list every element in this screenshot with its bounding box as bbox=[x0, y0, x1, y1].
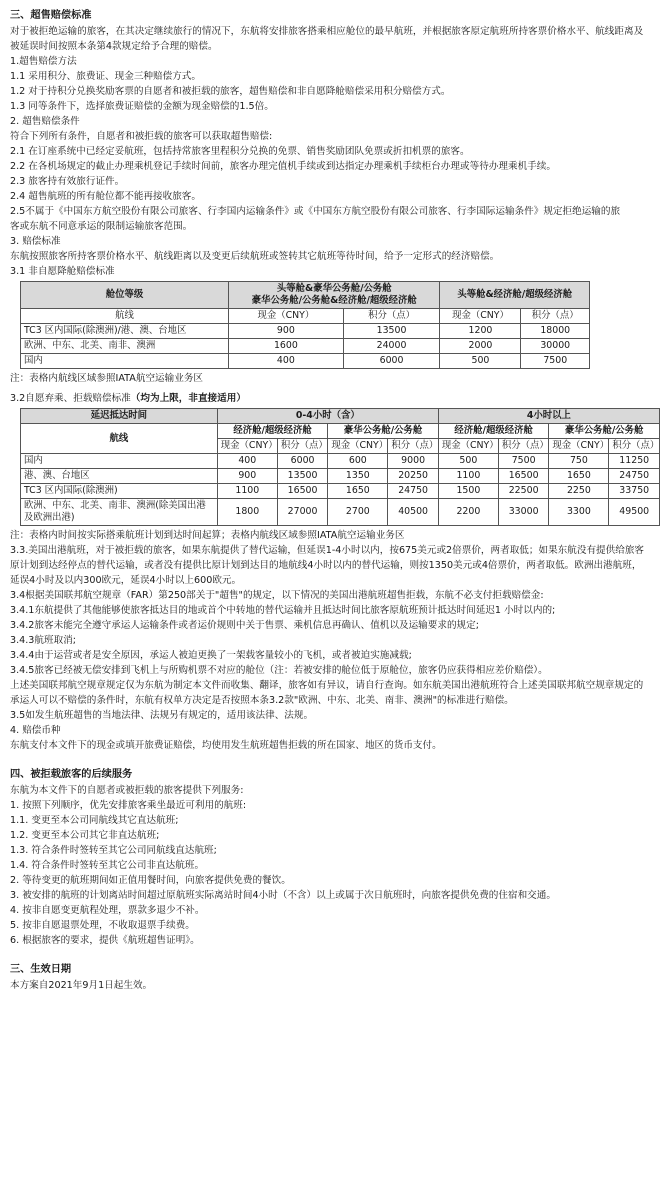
table2-header-cash: 现金（CNY） bbox=[328, 439, 388, 454]
table2-header-points: 积分（点） bbox=[609, 439, 660, 454]
item-3-4-3: 3.4.3航班取消; bbox=[10, 635, 77, 646]
table2-header-points: 积分（点） bbox=[498, 439, 548, 454]
item-3-intro: 东航按照旅客所持客票价格水平、航线距离以及变更后续航班或签转其它航班等待时间，给予一定形式的经济赔偿。 bbox=[10, 251, 500, 262]
table1-header-cash: 现金（CNY） bbox=[440, 309, 521, 324]
section-5-title: 三、生效日期 bbox=[10, 964, 72, 975]
item-3-2-text: 3.2自愿弃乘、拒载赔偿标准 bbox=[10, 393, 131, 404]
item-3-4-4: 3.4.4由于运营或者是安全原因，承运人被迫更换了一架载客量较小的飞机，或者被迫实施减载; bbox=[10, 650, 412, 661]
service-1: 1. 按照下列顺序，优先安排旅客乘坐最近可利用的航班: bbox=[10, 800, 247, 811]
service-6: 6. 根据旅客的要求，提供《航班超售证明》。 bbox=[10, 935, 200, 946]
table2-header-points: 积分（点） bbox=[388, 439, 438, 454]
item-3-4-1: 3.4.1东航提供了其他能够使旅客抵达目的地或首个中转地的替代运输并且抵达时间比旅客原航班预计抵达时间延迟1 小时以内的; bbox=[10, 605, 556, 616]
table-cell: 600 bbox=[328, 454, 388, 469]
table-cell: 33750 bbox=[609, 484, 660, 499]
item-3-4: 3.4根据美国联邦航空规章（FAR）第250部关于"超售"的规定，以下情况的美国出港航班超售拒载，东航不必支付拒载赔偿金: bbox=[10, 590, 544, 601]
table-cell: 2250 bbox=[549, 484, 609, 499]
item-2-intro: 符合下列所有条件，自愿者和被拒载的旅客可以获取超售赔偿: bbox=[10, 131, 273, 142]
table2-note: 注：表格内时间按实际搭乘航班计划到达时间起算；表格内航线区域参照IATA航空运输业务区 bbox=[10, 530, 405, 541]
table-cell: 500 bbox=[438, 454, 498, 469]
table1-header-econ: 头等舱&经济舱/超级经济舱 bbox=[440, 282, 590, 309]
table-cell: 9000 bbox=[388, 454, 438, 469]
table-cell: 7500 bbox=[521, 354, 590, 369]
table-cell: 2200 bbox=[438, 499, 498, 526]
table2-header-econ: 经济舱/超级经济舱 bbox=[438, 424, 549, 439]
table-cell: TC3 区内国际(除澳洲) bbox=[21, 484, 218, 499]
item-3-2-emphasis: （均为上限，非直接适用） bbox=[130, 393, 246, 404]
table1-header-cash: 现金（CNY） bbox=[229, 309, 344, 324]
table1-note: 注：表格内航线区域参照IATA航空运输业务区 bbox=[10, 373, 204, 384]
item-4-heading: 4. 赔偿币种 bbox=[10, 725, 61, 736]
table-cell: 22500 bbox=[498, 484, 548, 499]
table1-header-points: 积分（点） bbox=[521, 309, 590, 324]
table-cell: 20250 bbox=[388, 469, 438, 484]
table-cell: 7500 bbox=[498, 454, 548, 469]
section-4-title: 四、被拒载旅客的后续服务 bbox=[10, 769, 133, 780]
item-3-5: 3.5如发生航班超售的当地法律、法规另有规定的，适用该法律、法规。 bbox=[10, 710, 314, 721]
item-2-1: 2.1 在订座系统中已经定妥航班，包括持常旅客里程积分兑换的免票、销售奖励团队免票或折扣机票的旅客。 bbox=[10, 146, 470, 157]
item-4-text: 东航支付本文件下的现金或填开旅费证赔偿，均使用发生航班超售拒载的所在国家、地区的货币支付。 bbox=[10, 740, 442, 751]
table-cell: 欧洲、中东、北美、南非、澳洲(除美国出港及欧洲出港) bbox=[21, 499, 218, 526]
service-1-2: 1.2. 变更至本公司其它非直达航班; bbox=[10, 830, 160, 841]
item-2-4: 2.4 超售航班的所有舱位都不能再接收旅客。 bbox=[10, 191, 201, 202]
table-cell: 1500 bbox=[438, 484, 498, 499]
table-cell: 27000 bbox=[277, 499, 327, 526]
table-row bbox=[21, 484, 660, 499]
table1-header-points: 积分（点） bbox=[343, 309, 440, 324]
item-2-heading: 2. 超售赔偿条件 bbox=[10, 116, 80, 127]
service-4: 4. 按非自愿变更航程处理，票款多退少不补。 bbox=[10, 905, 205, 916]
table-cell: 40500 bbox=[388, 499, 438, 526]
table-cell: 国内 bbox=[21, 454, 218, 469]
table-cell: 30000 bbox=[521, 339, 590, 354]
table-cell: 3300 bbox=[549, 499, 609, 526]
table1-header-cabin: 舱位等级 bbox=[21, 282, 229, 309]
item-2-3: 2.3 旅客持有效旅行证件。 bbox=[10, 176, 125, 187]
table1-header-route: 航线 bbox=[21, 309, 229, 324]
table2-header-points: 积分（点） bbox=[277, 439, 327, 454]
table-row bbox=[21, 499, 660, 526]
table2-header-0-4h: 0-4小时（含） bbox=[217, 409, 438, 424]
item-1-1: 1.1 采用积分、旅费证、现金三种赔偿方式。 bbox=[10, 71, 201, 82]
table-cell: 1100 bbox=[438, 469, 498, 484]
table-cell: 900 bbox=[229, 324, 344, 339]
table-cell: 国内 bbox=[21, 354, 229, 369]
table-cell: 港、澳、台地区 bbox=[21, 469, 218, 484]
service-2: 2. 等待变更的航班期间如正值用餐时间，向旅客提供免费的餐饮。 bbox=[10, 875, 291, 886]
table2-header-delay: 延迟抵达时间 bbox=[21, 409, 218, 424]
item-1-2: 1.2 对于持积分兑换奖励客票的自愿者和被拒载的旅客，超售赔偿和非自愿降舱赔偿采用积分赔偿方式。 bbox=[10, 86, 451, 97]
item-2-5a: 2.5不属于《中国东方航空股份有限公司旅客、行李国内运输条件》或《中国东方航空股份有限公司旅客、行李国际运输条件》规定拒绝运输的旅 bbox=[10, 206, 621, 217]
item-3-4-2: 3.4.2旅客未能完全遵守承运人运输条件或者运价规则中关于售票、乘机信息再确认、值机以及运输要求的规定; bbox=[10, 620, 479, 631]
item-3-2 bbox=[10, 391, 650, 406]
table-cell: 1800 bbox=[217, 499, 277, 526]
table-cell: TC3 区内国际(除澳洲)/港、澳、台地区 bbox=[21, 324, 229, 339]
service-1-3: 1.3. 符合条件时签转至其它公司同航线直达航班; bbox=[10, 845, 217, 856]
table-cell: 24000 bbox=[343, 339, 440, 354]
table-cell: 1100 bbox=[217, 484, 277, 499]
section-3-title: 三、超售赔偿标准 bbox=[10, 10, 92, 21]
service-1-1: 1.1. 变更至本公司同航线其它直达航班; bbox=[10, 815, 179, 826]
table-cell: 1650 bbox=[549, 469, 609, 484]
table2-header-cash: 现金（CNY） bbox=[549, 439, 609, 454]
table-row bbox=[21, 339, 590, 354]
item-2-2: 2.2 在各机场规定的截止办理乘机登记手续时间前，旅客办理完值机手续或到达指定办理乘机手续柜台办理或等待办理乘机手续。 bbox=[10, 161, 556, 172]
table2-header-cash: 现金（CNY） bbox=[438, 439, 498, 454]
downgrade-compensation-table bbox=[20, 281, 590, 369]
table-row bbox=[21, 454, 660, 469]
service-3: 3. 被安排的航班的计划离站时间超过原航班实际离站时间4小时（不含）以上或属于次日航班时，向旅客提供免费的住宿和交通。 bbox=[10, 890, 556, 901]
table-cell: 13500 bbox=[343, 324, 440, 339]
table1-header-first-a: 头等舱&豪华公务舱/公务舱 bbox=[276, 283, 392, 294]
table-row bbox=[21, 469, 660, 484]
table-cell: 1650 bbox=[328, 484, 388, 499]
table-cell: 13500 bbox=[277, 469, 327, 484]
table-cell: 6000 bbox=[343, 354, 440, 369]
item-2-5b: 客或东航不同意承运的限制运输旅客范围。 bbox=[10, 221, 193, 232]
table-cell: 欧洲、中东、北美、南非、澳洲 bbox=[21, 339, 229, 354]
section-4-intro: 东航为本文件下的自愿者或被拒载的旅客提供下列服务: bbox=[10, 785, 244, 796]
table-cell: 24750 bbox=[609, 469, 660, 484]
table-cell: 400 bbox=[229, 354, 344, 369]
table-cell: 18000 bbox=[521, 324, 590, 339]
table2-header-biz: 豪华公务舱/公务舱 bbox=[549, 424, 660, 439]
table-cell: 11250 bbox=[609, 454, 660, 469]
service-1-4: 1.4. 符合条件时签转至其它公司非直达航班。 bbox=[10, 860, 205, 871]
table-cell: 33000 bbox=[498, 499, 548, 526]
table2-header-route: 航线 bbox=[21, 424, 218, 454]
section-3-intro: 对于被拒绝运输的旅客，在其决定继续旅行的情况下，东航将安排旅客搭乘相应舱位的最早航班，并根据旅客原定航班所持客票价格水平、航线距离及被延误时间按照本条第4款规定给予合理的赔偿。 bbox=[10, 26, 644, 52]
item-3-4-5: 3.4.5旅客已经被无偿安排到飞机上与所购机票不对应的舱位（注：若被安排的舱位低于原舱位，旅客仍应获得相应差价赔偿）。 bbox=[10, 665, 548, 676]
table-row bbox=[21, 354, 590, 369]
table-cell: 16500 bbox=[277, 484, 327, 499]
table2-header-biz: 豪华公务舱/公务舱 bbox=[328, 424, 439, 439]
item-3-1: 3.1 非自愿降舱赔偿标准 bbox=[10, 266, 115, 277]
table-cell: 16500 bbox=[498, 469, 548, 484]
item-3-3: 3.3.美国出港航班，对于被拒载的旅客，如果东航提供了替代运输，但延误1-4小时以内，按675美元或2倍票价，两者取低；如果东航没有提供给旅客原计划到达经停点的替代运输，或者没有提供比原计划到达目的地航线4小时以内的替代运输，则按1350美元或4倍票价，两者取低。欧洲出港航班，延误4小时及以内300欧元，延误4小时以上600欧元。 bbox=[10, 545, 645, 586]
table-cell: 500 bbox=[440, 354, 521, 369]
table-cell: 24750 bbox=[388, 484, 438, 499]
table1-header-first-b: 豪华公务舱/公务舱&经济舱/超级经济舱 bbox=[251, 295, 417, 306]
service-5: 5. 按非自愿退票处理，不收取退票手续费。 bbox=[10, 920, 195, 931]
voluntary-denied-compensation-table bbox=[20, 408, 660, 526]
table1-header-first bbox=[229, 282, 440, 309]
table-cell: 1350 bbox=[328, 469, 388, 484]
table-cell: 2000 bbox=[440, 339, 521, 354]
table2-header-econ: 经济舱/超级经济舱 bbox=[217, 424, 328, 439]
table-cell: 49500 bbox=[609, 499, 660, 526]
item-3-heading: 3. 赔偿标准 bbox=[10, 236, 61, 247]
effective-date-text: 本方案自2021年9月1日起生效。 bbox=[10, 980, 153, 991]
table-cell: 6000 bbox=[277, 454, 327, 469]
item-3-4-tail: 上述美国联邦航空规章规定仅为东航为制定本文件而收集、翻译，旅客如有异议，请自行查询。如东航美国出港航班符合上述美国联邦航空规章规定的承运人可以不赔偿的条件时，东航有权单方决定是否按照本条3.2款"欧洲、中东、北美、南非、澳洲"的标准进行赔偿。 bbox=[10, 680, 644, 706]
table-cell: 1600 bbox=[229, 339, 344, 354]
table2-header-4h-plus: 4小时以上 bbox=[438, 409, 659, 424]
table-row bbox=[21, 324, 590, 339]
table-cell: 400 bbox=[217, 454, 277, 469]
table2-header-cash: 现金（CNY） bbox=[217, 439, 277, 454]
item-1-3: 1.3 同等条件下，选择旅费证赔偿的金额为现金赔偿的1.5倍。 bbox=[10, 101, 274, 112]
table-cell: 900 bbox=[217, 469, 277, 484]
table-cell: 750 bbox=[549, 454, 609, 469]
item-1-heading: 1.超售赔偿方法 bbox=[10, 56, 77, 67]
table-cell: 2700 bbox=[328, 499, 388, 526]
table-cell: 1200 bbox=[440, 324, 521, 339]
